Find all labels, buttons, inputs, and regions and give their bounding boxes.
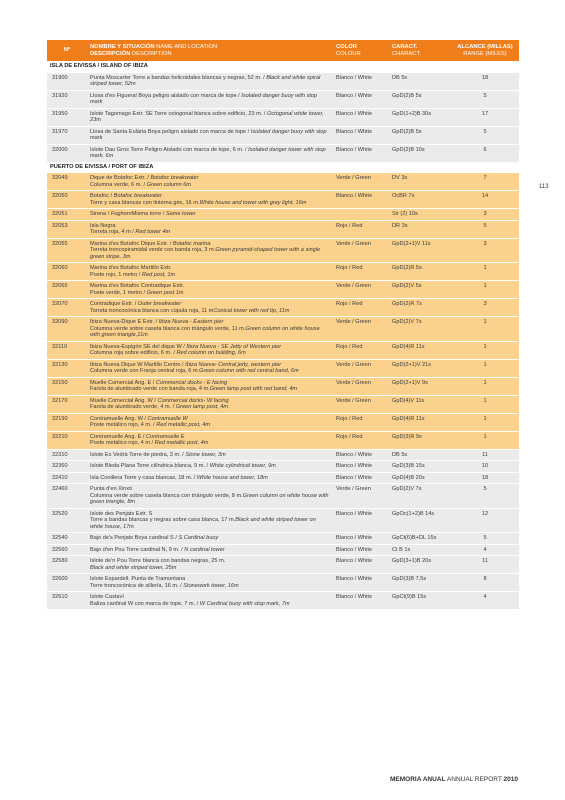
table-row bbox=[47, 90, 519, 108]
table-row bbox=[47, 574, 519, 592]
row-name-en: Botafoc breakwater bbox=[150, 175, 199, 181]
row-desc-en: Red post, 1m bbox=[141, 271, 176, 278]
row-desc-en: Green lamp post with red band, 4m bbox=[209, 386, 298, 392]
table-row bbox=[47, 263, 519, 281]
row-range: 10 bbox=[451, 461, 519, 473]
row-number: 32310 bbox=[47, 449, 87, 461]
header-color-es: COLOR bbox=[336, 43, 357, 50]
row-name-es: Marina d'es Botafoc Contradique Extr. bbox=[90, 283, 185, 289]
table-row bbox=[47, 461, 519, 473]
row-name-en: White house and tower, 18m bbox=[196, 474, 268, 481]
row-name-description bbox=[87, 413, 333, 431]
table-row bbox=[47, 544, 519, 556]
row-color bbox=[333, 209, 389, 221]
row-characteristic: GpD(3)B 7,5s bbox=[389, 574, 451, 592]
table-row bbox=[47, 395, 519, 413]
row-desc-en: Red tower 4m bbox=[135, 229, 171, 235]
row-color: Blanco / White bbox=[333, 108, 389, 126]
row-range: 1 bbox=[451, 431, 519, 449]
row-name-en: Commercial docks- W facing bbox=[157, 397, 229, 404]
row-desc-es: Poste rojo, 1 metro / bbox=[90, 271, 142, 278]
row-color: Rojo / Red bbox=[333, 299, 389, 317]
row-name-en: Botafoc marina bbox=[172, 240, 211, 247]
lights-table bbox=[47, 40, 519, 609]
table-row bbox=[47, 377, 519, 395]
row-name-en: Contramuelle W bbox=[147, 415, 188, 422]
row-name-en: Commercial docks - E facing bbox=[155, 379, 228, 386]
row-desc-en: Black and white striped tower on white house, 17m bbox=[90, 517, 316, 530]
table-row bbox=[47, 533, 519, 545]
row-name-description bbox=[87, 461, 333, 473]
row-name-description bbox=[87, 533, 333, 545]
row-range: 18 bbox=[451, 472, 519, 484]
row-name-es: Isla Conillera Torre y casa blancas, 18 m. / bbox=[90, 474, 197, 481]
row-name-description bbox=[87, 574, 333, 592]
row-characteristic: GpD(3+1)B 20s bbox=[389, 556, 451, 574]
row-range: 4 bbox=[451, 544, 519, 556]
row-name-en: Foghorn bbox=[110, 211, 132, 217]
table-row bbox=[47, 472, 519, 484]
row-name-es: Islote de'n Pou Torre blanca con bandas negras, 25 m. bbox=[90, 558, 226, 564]
row-name-description bbox=[87, 341, 333, 359]
table-row bbox=[47, 281, 519, 299]
table-row bbox=[47, 508, 519, 533]
row-name-en: Botafoc breakwater bbox=[113, 193, 162, 199]
row-characteristic: GpCt(6)B+DL 15s bbox=[389, 533, 451, 545]
row-desc-en: Green column with red central band, 6m bbox=[199, 368, 299, 374]
row-name-es: Contramuelle Ang. W / bbox=[90, 415, 148, 422]
row-name-en: Contramuelle E bbox=[145, 433, 185, 440]
table-row bbox=[47, 317, 519, 342]
row-name-description bbox=[87, 544, 333, 556]
row-number: 32130 bbox=[47, 359, 87, 377]
row-number: 32520 bbox=[47, 508, 87, 533]
row-range: 5 bbox=[451, 126, 519, 144]
row-color: Blanco / White bbox=[333, 461, 389, 473]
row-number: 32540 bbox=[47, 533, 87, 545]
row-characteristic: DB 5s bbox=[389, 72, 451, 90]
table-row bbox=[47, 209, 519, 221]
row-name-es: Isla Negra bbox=[90, 222, 116, 229]
row-name-en: S Cardinal buoy bbox=[178, 535, 219, 541]
row-color: Verde / Green bbox=[333, 238, 389, 263]
row-name-description bbox=[87, 191, 333, 209]
row-desc-es: Columna verde sobre caseta blanca con triángulo verde, 8 m. bbox=[90, 492, 243, 499]
row-color: Blanco / White bbox=[333, 556, 389, 574]
row-number: 32060 bbox=[47, 263, 87, 281]
row-range: 6 bbox=[451, 144, 519, 162]
footer bbox=[390, 776, 518, 783]
row-number: 32050 bbox=[47, 191, 87, 209]
row-name-es: Botafoc / bbox=[90, 193, 114, 199]
row-desc-es: Poste metálico rojo, 4 m / bbox=[90, 440, 155, 446]
row-desc-en: W Cardinal buoy with stop mark, 7m bbox=[199, 600, 290, 607]
row-range: 8 bbox=[451, 574, 519, 592]
table-row bbox=[47, 173, 519, 191]
row-name-en: White cylindrical tower, 9m bbox=[209, 463, 276, 469]
row-name-es: Islote Dau Gros Torre Peligro Aislado con marca de tope, 6 m. / bbox=[90, 146, 249, 153]
row-color: Blanco / White bbox=[333, 144, 389, 162]
row-range: 1 bbox=[451, 317, 519, 342]
row-characteristic: GpD(2)V 7s bbox=[389, 484, 451, 509]
row-color: Rojo / Red bbox=[333, 220, 389, 238]
row-color: Verde / Green bbox=[333, 317, 389, 342]
row-name-description bbox=[87, 556, 333, 574]
table-body bbox=[47, 61, 519, 609]
table-row bbox=[47, 413, 519, 431]
row-color: Verde / Green bbox=[333, 281, 389, 299]
row-name-es: Marina d'es Botafoc Martillo Extr. bbox=[90, 265, 172, 271]
row-number: 32170 bbox=[47, 395, 87, 413]
row-name-description bbox=[87, 108, 333, 126]
row-name-description bbox=[87, 90, 333, 108]
section-title: PUERTO DE EIVISSA / PORT OF IBIZA bbox=[47, 162, 519, 173]
row-desc-es: Torreta troncopiramidal verde con banda roja, 3 m. bbox=[90, 247, 216, 253]
row-range: 5 bbox=[451, 484, 519, 509]
row-characteristic: OcBR 7s bbox=[389, 191, 451, 209]
row-characteristic: GpD(2)B 5s bbox=[389, 126, 451, 144]
row-name-es: Islote Es Vedrà Torre de piedra, 3 m. / bbox=[90, 451, 186, 458]
row-characteristic: DB 5s bbox=[389, 449, 451, 461]
page-number: 113 bbox=[539, 184, 549, 190]
row-range: 5 bbox=[451, 220, 519, 238]
row-characteristic: Ct B 1s bbox=[389, 544, 451, 556]
row-name-description bbox=[87, 126, 333, 144]
row-range: 1 bbox=[451, 263, 519, 281]
row-number: 32051 bbox=[47, 209, 87, 221]
row-number: 31950 bbox=[47, 108, 87, 126]
row-desc-en: Green column on white house with green triangle, 8m bbox=[90, 492, 329, 505]
row-characteristic: GpD(1+2)B 30s bbox=[389, 108, 451, 126]
row-name-en: Stone tower, 3m bbox=[185, 451, 226, 458]
row-name-description bbox=[87, 377, 333, 395]
row-color: Blanco / White bbox=[333, 72, 389, 90]
table-row bbox=[47, 191, 519, 209]
row-range: 1 bbox=[451, 395, 519, 413]
row-desc-en: Red column on building, 6m bbox=[176, 350, 246, 356]
table-row bbox=[47, 72, 519, 90]
row-characteristic: DR 3s bbox=[389, 220, 451, 238]
row-characteristic: GpCt(9)B 15s bbox=[389, 592, 451, 610]
row-desc-en: Green pyramid-shaped tower with a single green stripe, 3m bbox=[90, 247, 321, 260]
row-desc-es: Torre y casa blancas con linterna gris, 16 m. bbox=[90, 199, 200, 206]
row-name-es: Sirena / bbox=[90, 211, 111, 217]
row-desc-es: Torreta roja, 4 m / bbox=[90, 229, 136, 235]
row-name-es: Contramuelle Ang. E / bbox=[90, 433, 146, 440]
row-name-description bbox=[87, 72, 333, 90]
row-color: Verde / Green bbox=[333, 359, 389, 377]
table-row bbox=[47, 238, 519, 263]
header-name-en: NAME AND LOCATION bbox=[156, 43, 218, 50]
row-desc-es: Columna roja sobre edificio, 6 m. / bbox=[90, 350, 177, 356]
row-characteristic: GpD(4)V 11s bbox=[389, 395, 451, 413]
row-range: 17 bbox=[451, 108, 519, 126]
row-desc-en: Green lamp post, 4m bbox=[175, 404, 229, 410]
row-characteristic: GpD(4)R 11s bbox=[389, 413, 451, 431]
row-desc-en: Stonework tower, 16m bbox=[183, 582, 239, 589]
row-characteristic: Sir (2) 10s bbox=[389, 209, 451, 221]
table-row bbox=[47, 108, 519, 126]
row-range: 1 bbox=[451, 413, 519, 431]
row-name-es: Ibiza Nueva-Dique E Extr. / bbox=[90, 319, 159, 325]
row-name-description bbox=[87, 508, 333, 533]
row-range: 11 bbox=[451, 556, 519, 574]
section-header-row bbox=[47, 61, 519, 72]
row-desc-es: Poste metálico rojo, 4 m. / bbox=[90, 422, 157, 428]
row-color: Verde / Green bbox=[333, 173, 389, 191]
table-row bbox=[47, 144, 519, 162]
row-name-description bbox=[87, 144, 333, 162]
row-desc-es: Columna verde con Franja central roja, 6 m. bbox=[90, 368, 200, 374]
row-range: 3 bbox=[451, 299, 519, 317]
row-desc-en: Green column 6m bbox=[146, 181, 192, 188]
row-number: 32210 bbox=[47, 431, 87, 449]
row-number: 32580 bbox=[47, 556, 87, 574]
row-name-description bbox=[87, 281, 333, 299]
row-desc-en: Same tower bbox=[165, 211, 196, 217]
footer-subtitle: ANNUAL REPORT bbox=[445, 776, 504, 783]
row-range: 1 bbox=[451, 281, 519, 299]
header-char-es: CARACT. bbox=[392, 43, 418, 50]
row-number: 32360 bbox=[47, 461, 87, 473]
row-desc-en: Red metallic post, 4m bbox=[154, 440, 209, 446]
table-row bbox=[47, 359, 519, 377]
row-range: 3 bbox=[451, 238, 519, 263]
row-color: Blanco / White bbox=[333, 472, 389, 484]
row-name-en: Isolated danger buoy with stop mark bbox=[90, 92, 318, 105]
row-range: 1 bbox=[451, 377, 519, 395]
row-range: 1 bbox=[451, 359, 519, 377]
row-color: Verde / Green bbox=[333, 484, 389, 509]
row-range: 5 bbox=[451, 533, 519, 545]
header-desc-es: DESCRIPCIÓN bbox=[90, 50, 131, 57]
row-name-description bbox=[87, 449, 333, 461]
row-desc-es: Columna verde sobre caseta blanca con triángulo verde, 11 m. bbox=[90, 325, 246, 332]
row-name-en: Isolated danger tower with stop mark, 6m bbox=[90, 146, 326, 159]
header-color bbox=[333, 40, 389, 61]
row-number: 31920 bbox=[47, 90, 87, 108]
row-name-en: Isolated danger buoy with stop mark bbox=[90, 128, 327, 141]
row-color: Rojo / Red bbox=[333, 431, 389, 449]
row-color: Rojo / Red bbox=[333, 263, 389, 281]
row-color: Rojo / Red bbox=[333, 341, 389, 359]
header-num: Nº bbox=[63, 47, 71, 54]
row-number: 32070 bbox=[47, 299, 87, 317]
row-color: Rojo / Red bbox=[333, 413, 389, 431]
row-color: Blanco / White bbox=[333, 544, 389, 556]
row-name-es: Marina d'es Botafoc Dique Extr. / bbox=[90, 240, 173, 247]
row-color: Blanco / White bbox=[333, 533, 389, 545]
row-characteristic: GpD(2+1)V 9s bbox=[389, 377, 451, 395]
row-characteristic: GpD(4)B 20s bbox=[389, 472, 451, 484]
table-row bbox=[47, 341, 519, 359]
row-number: 32053 bbox=[47, 220, 87, 238]
row-characteristic: GpOc(1+2)B 14s bbox=[389, 508, 451, 533]
row-desc-en: Green post 1m bbox=[146, 289, 184, 296]
row-characteristic: GpD(2)R 7s bbox=[389, 299, 451, 317]
row-number: 32610 bbox=[47, 592, 87, 610]
table-row bbox=[47, 299, 519, 317]
row-name-en: Ibiza Nueva- Central jetty, western pier bbox=[185, 361, 282, 368]
row-characteristic: GpD(2)V 7s bbox=[389, 317, 451, 342]
row-name-description bbox=[87, 263, 333, 281]
row-desc-es: Columna verde, 6 m. / bbox=[90, 181, 147, 188]
row-name-es: Bajo de's Penjats Boya cardinal S / bbox=[90, 535, 179, 541]
row-name-en: N cardinal tower bbox=[184, 546, 225, 553]
row-desc-en: Red metallic post, 4m bbox=[156, 422, 211, 428]
row-characteristic: GpD(2)B 10s bbox=[389, 144, 451, 162]
row-name-description bbox=[87, 472, 333, 484]
header-name bbox=[87, 40, 333, 61]
row-name-description bbox=[87, 238, 333, 263]
row-color: Blanco / White bbox=[333, 508, 389, 533]
row-range: 7 bbox=[451, 173, 519, 191]
header-range-es: ALCANCE (MILLAS) bbox=[457, 43, 513, 50]
row-desc-en: Green column on white house with green triangle,11m bbox=[90, 325, 320, 338]
header-color-en: COLOUR bbox=[336, 50, 361, 57]
row-characteristic: GpD(3)B 15s bbox=[389, 461, 451, 473]
header-name-es: NOMBRE Y SITUACIÓN bbox=[90, 43, 155, 50]
row-characteristic: GpD(2)V 5s bbox=[389, 281, 451, 299]
row-desc-es: Farola de alumbrado verde con banda roja, 4 m. bbox=[90, 386, 210, 392]
table-row bbox=[47, 126, 519, 144]
row-color: Blanco / White bbox=[333, 592, 389, 610]
row-desc-en: Black and white striped tower, 25m bbox=[90, 564, 177, 571]
row-name-es: Ibiza Nueva Dique W Martillo Centro / bbox=[90, 361, 186, 368]
row-name-es: Punta d'en Xinxó bbox=[90, 486, 133, 492]
row-range: 1 bbox=[451, 341, 519, 359]
row-number: 32055 bbox=[47, 238, 87, 263]
header-char-en: CHARACT. bbox=[392, 50, 421, 57]
row-desc-es: Torreta troncocónica blanca con cúpula roja, 11 m bbox=[90, 307, 214, 314]
row-name-es: Islote des Penjats Extr. S bbox=[90, 510, 153, 517]
row-number: 31900 bbox=[47, 72, 87, 90]
row-name-es: Islote Bleda Plana Torre cilíndrica blanca, 9 m. / bbox=[90, 463, 210, 469]
row-desc-es: Farola de alumbrado verde, 4 m. / bbox=[90, 404, 176, 410]
row-name-description bbox=[87, 220, 333, 238]
row-characteristic: GpD(2)R 5s bbox=[389, 263, 451, 281]
row-number: 32090 bbox=[47, 317, 87, 342]
table-row bbox=[47, 592, 519, 610]
header-char bbox=[389, 40, 451, 61]
row-number: 32410 bbox=[47, 472, 87, 484]
table-row bbox=[47, 556, 519, 574]
row-name-es: Punta Moscarter Torre a bandas helicoidales blancas y negras, 52 m. / bbox=[90, 74, 267, 81]
row-name-es: Bajo d'en Pou Torre cardinal N, 9 m. / bbox=[90, 546, 185, 553]
row-desc-es: Torre a bandas blancas y negras sobre casa blanca, 17 m. bbox=[90, 517, 236, 523]
row-name-es: Llosa de Santa Eulària Boya peligro aislado con marca de tope / bbox=[90, 128, 251, 135]
row-name-description bbox=[87, 484, 333, 509]
row-characteristic: GpD(2+1)V 21s bbox=[389, 359, 451, 377]
table-header bbox=[47, 40, 519, 61]
row-name-es: Islote Castaví bbox=[90, 594, 124, 600]
row-name-es: Contradique Extr. / bbox=[90, 301, 138, 307]
row-characteristic: GpD(2+1)V 11s bbox=[389, 238, 451, 263]
row-characteristic: GpD(4)R 11s bbox=[389, 341, 451, 359]
row-color: Verde / Green bbox=[333, 395, 389, 413]
row-range: 4 bbox=[451, 592, 519, 610]
row-desc-es: Misma torre / bbox=[131, 211, 166, 217]
row-range: 11 bbox=[451, 449, 519, 461]
section-title: ISLA DE EIVISSA / ISLAND OF IBIZA bbox=[47, 61, 519, 72]
row-name-en: Outer breakwater bbox=[137, 301, 182, 307]
row-name-es: Muelle Comercial Ang. E / bbox=[90, 379, 156, 386]
header-range bbox=[451, 40, 519, 61]
row-desc-en: Conical tower with red tip, 11m bbox=[213, 307, 290, 314]
row-name-es: Muelle Comercial Ang. W / bbox=[90, 397, 158, 404]
row-number: 32460 bbox=[47, 484, 87, 509]
row-number: 32190 bbox=[47, 413, 87, 431]
row-number: 32065 bbox=[47, 281, 87, 299]
footer-year: 2010 bbox=[503, 776, 518, 783]
row-name-en: Ibiza Nueva - SE Jetty of Western pier bbox=[186, 343, 282, 350]
row-number: 32110 bbox=[47, 341, 87, 359]
row-number: 32600 bbox=[47, 574, 87, 592]
row-name-es: Islote Tagomago Extr. SE Torre octogonal blanca sobre edificio, 23 m. / bbox=[90, 110, 268, 117]
row-name-description bbox=[87, 359, 333, 377]
row-color: Blanco / White bbox=[333, 191, 389, 209]
row-name-es: Islote Espardell. Punta de Tramuntana bbox=[90, 576, 186, 582]
row-desc-es: Poste verde, 1 metro / bbox=[90, 289, 147, 296]
row-color: Blanco / White bbox=[333, 449, 389, 461]
row-name-es: Llosa d'es Figueral Boya peligro aislado con marca de tope / bbox=[90, 92, 242, 99]
row-number: 32049 bbox=[47, 173, 87, 191]
row-name-description bbox=[87, 209, 333, 221]
row-range: 3 bbox=[451, 209, 519, 221]
header-range-en: RANGE (MILES) bbox=[463, 50, 507, 57]
row-name-description bbox=[87, 431, 333, 449]
row-number: 32560 bbox=[47, 544, 87, 556]
row-number: 31970 bbox=[47, 126, 87, 144]
table-row bbox=[47, 431, 519, 449]
row-range: 18 bbox=[451, 72, 519, 90]
row-name-description bbox=[87, 395, 333, 413]
row-desc-es: Baliza cardinal W con marca de tope, 7 m. / bbox=[90, 600, 200, 607]
row-color: Blanco / White bbox=[333, 574, 389, 592]
row-color: Blanco / White bbox=[333, 126, 389, 144]
row-name-en: Ibiza Nueva - Eastern pier bbox=[158, 319, 224, 325]
row-desc-en: White house and tower with grey light, 16m bbox=[199, 199, 307, 206]
row-name-en: Octogonal white tower, 23m bbox=[90, 110, 324, 123]
row-range: 12 bbox=[451, 508, 519, 533]
footer-title: MEMORIA ANUAL bbox=[389, 776, 446, 783]
table-row bbox=[47, 484, 519, 509]
row-name-es: Ibiza Nueva-Espigón SE del dique W / bbox=[90, 343, 187, 350]
row-color: Blanco / White bbox=[333, 90, 389, 108]
row-characteristic: DV 3s bbox=[389, 173, 451, 191]
row-name-en: Black and white spiral striped tower, 52m bbox=[90, 74, 321, 87]
row-range: 14 bbox=[451, 191, 519, 209]
row-name-description bbox=[87, 173, 333, 191]
row-color: Verde / Green bbox=[333, 377, 389, 395]
row-number: 32150 bbox=[47, 377, 87, 395]
table-row bbox=[47, 220, 519, 238]
row-name-description bbox=[87, 592, 333, 610]
row-characteristic: GpD(2)B 5s bbox=[389, 90, 451, 108]
row-desc-es: Torre troncocónica de sillería, 16 m. / bbox=[90, 582, 184, 589]
row-number: 32000 bbox=[47, 144, 87, 162]
row-range: 5 bbox=[451, 90, 519, 108]
table-row bbox=[47, 449, 519, 461]
section-header-row bbox=[47, 162, 519, 173]
row-characteristic: GpD(3)R 9s bbox=[389, 431, 451, 449]
row-name-description bbox=[87, 299, 333, 317]
header-desc-en: DESCRIPTION bbox=[131, 50, 172, 57]
row-name-description bbox=[87, 317, 333, 342]
row-name-es: Dique de Botafoc Extr. / bbox=[90, 175, 151, 181]
